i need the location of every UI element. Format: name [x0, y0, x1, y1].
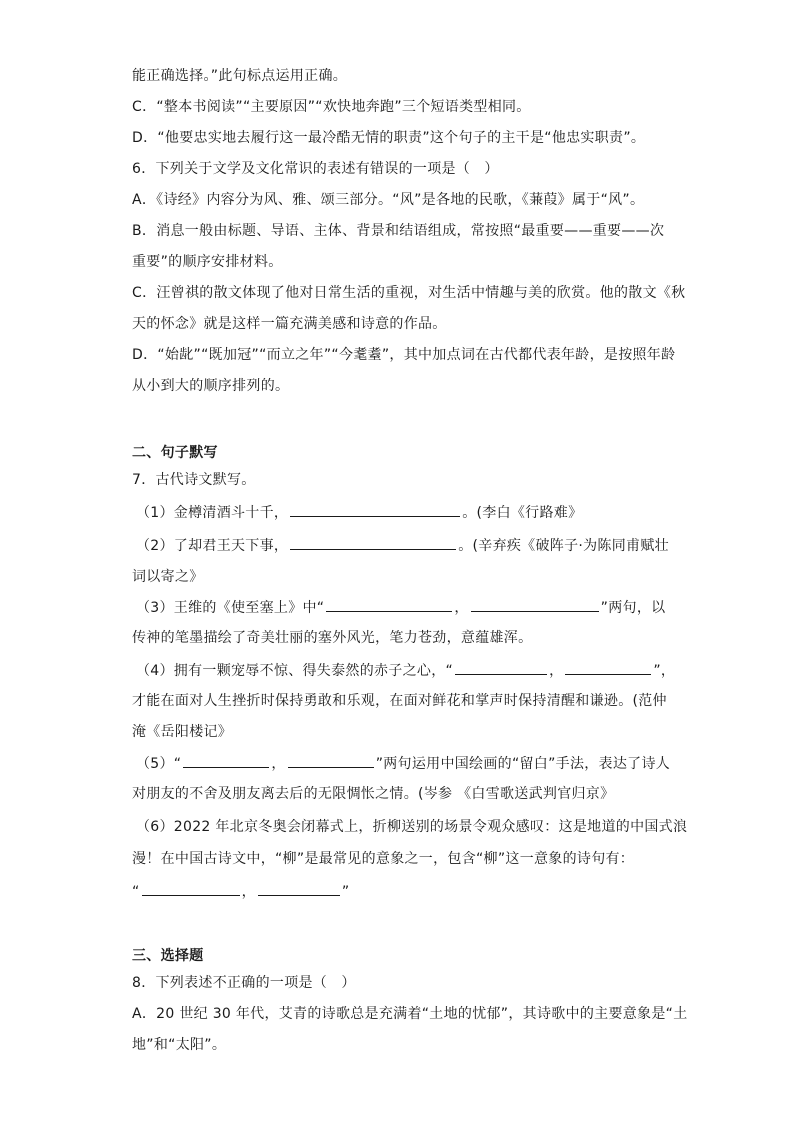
dictation-item-1: （1）金樽清酒斗十千， 。(李白《行路难》: [136, 502, 582, 523]
answer-blank[interactable]: [471, 597, 599, 612]
section-title-dictation: 二、句子默写: [132, 445, 218, 461]
dictation-item-6-cont: 漫！在中国古诗文中，“柳”是最常见的意象之一，包含“柳”这一意象的诗句有：: [132, 851, 635, 867]
option-b: B．消息一般由标题、导语、主体、背景和结语组成，常按照“最重要——重要——次: [132, 223, 665, 239]
text-line: 能正确选择。”此句标点运用正确。: [132, 68, 348, 84]
answer-blank[interactable]: [290, 535, 456, 550]
option-a: A．20 世纪 30 年代，艾青的诗歌总是充满着“土地的忧郁”，其诗歌中的主要意象是“土: [132, 1006, 688, 1022]
answer-blank[interactable]: [183, 753, 269, 768]
answer-blank[interactable]: [326, 597, 452, 612]
option-c-cont: 天的怀念》就是这样一篇充满美感和诗意的作品。: [132, 316, 447, 332]
dictation-item-5: （5）“ ， ”两句运用中国绘画的“留白”手法，表达了诗人: [136, 753, 670, 774]
dictation-item-3-cont: 传神的笔墨描绘了奇美壮丽的塞外风光，笔力苍劲，意蕴雄浑。: [132, 630, 533, 646]
option-b-cont: 重要”的顺序安排材料。: [132, 254, 283, 270]
option-d: D．“他要忠实地去履行这一最冷酷无情的职责”这个句子的主干是“他忠实职责”。: [132, 130, 646, 146]
answer-blank[interactable]: [288, 753, 374, 768]
question-7: 7．古代诗文默写。: [132, 472, 256, 488]
dictation-item-4-cont: 才能在面对人生挫折时保持勇敢和乐观，在面对鲜花和掌声时保持清醒和谦逊。(范仲: [132, 693, 667, 709]
dictation-item-6-answers: “ ， ”: [132, 881, 349, 902]
answer-blank[interactable]: [565, 660, 651, 675]
dictation-item-2: （2）了却君王天下事， 。(辛弃疾《破阵子·为陈同甫赋壮: [136, 535, 669, 556]
dictation-item-3: （3）王维的《使至塞上》中“ ， ”两句，以: [136, 597, 665, 618]
answer-blank[interactable]: [258, 881, 340, 896]
option-d-cont: 从小到大的顺序排列的。: [132, 378, 290, 394]
dictation-item-6: （6）2022 年北京冬奥会闭幕式上，折柳送别的场景令观众感叹：这是地道的中国式浪: [136, 819, 688, 835]
question-6: 6．下列关于文学及文化常识的表述有错误的一项是（ ）: [132, 161, 499, 177]
answer-blank[interactable]: [290, 502, 460, 517]
option-a-cont: 地”和“太阳”。: [132, 1037, 227, 1053]
option-c: C．“整本书阅读”“主要原因”“欢快地奔跑”三个短语类型相同。: [132, 99, 531, 115]
dictation-item-5-cont: 对朋友的不舍及朋友离去后的无限惆怅之情。(岑参 《白雪歌送武判官归京》: [132, 786, 615, 802]
option-c: C．汪曾祺的散文体现了他对日常生活的重视，对生活中情趣与美的欣赏。他的散文《秋: [132, 285, 686, 301]
section-title-choice: 三、选择题: [132, 948, 204, 964]
answer-blank[interactable]: [142, 881, 240, 896]
dictation-item-4-cont: 淹《岳阳楼记》: [132, 724, 233, 740]
option-d: D．“始龀”“既加冠”“而立之年”“今耄耋”，其中加点词在古代都代表年龄，是按照年龄: [132, 347, 676, 363]
dictation-item-4: （4）拥有一颗宠辱不惊、得失泰然的赤子之心，“ ， ”，: [136, 660, 675, 681]
option-a: A．《诗经》内容分为风、雅、颂三部分。“风”是各地的民歌，《蒹葭》属于“风”。: [132, 192, 645, 208]
dictation-item-2-cont: 词以寄之》: [132, 569, 204, 585]
answer-blank[interactable]: [455, 660, 547, 675]
question-8: 8．下列表述不正确的一项是（ ）: [132, 975, 356, 991]
